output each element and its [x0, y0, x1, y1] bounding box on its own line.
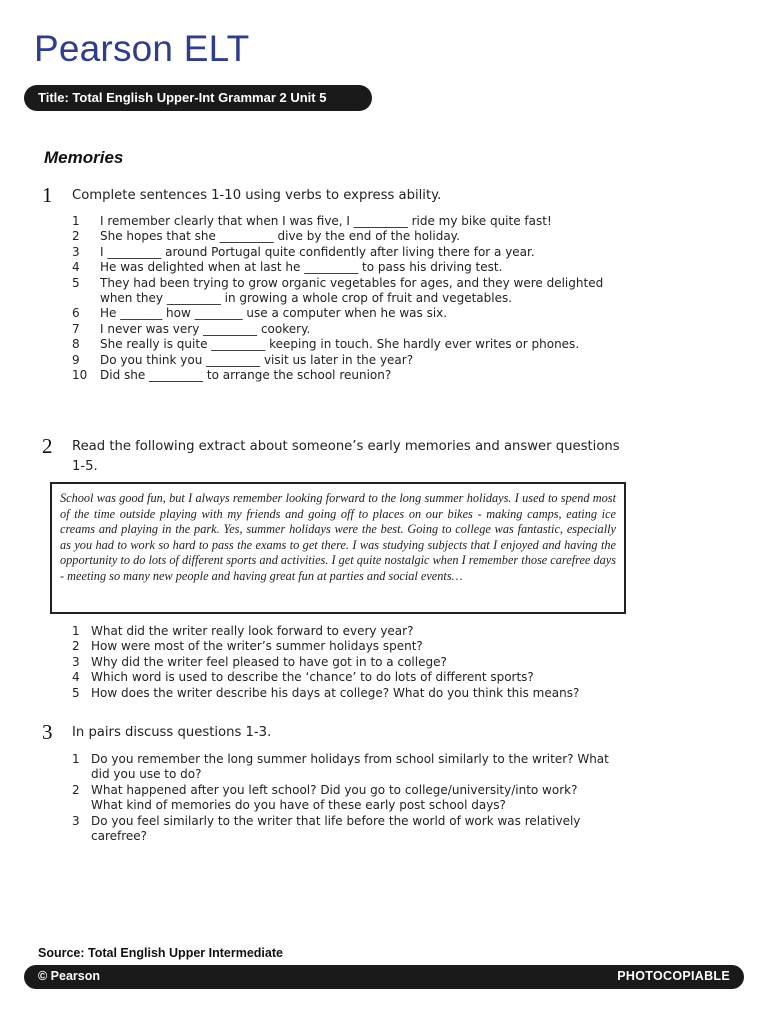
question-item — [72, 245, 612, 260]
question-item — [72, 337, 612, 352]
question-text: Why did the writer feel pleased to have got in to a college? — [91, 654, 447, 669]
question-number: 10 — [72, 368, 88, 383]
question-text: She hopes that she _________ dive by the end of the holiday. — [100, 229, 460, 244]
question-item — [72, 229, 612, 244]
exercise-3-number: 3 — [42, 720, 53, 744]
question-item — [72, 276, 612, 307]
question-item — [72, 353, 612, 368]
source-credit: Source: Total English Upper Intermediate — [38, 946, 283, 960]
question-number: 8 — [72, 337, 80, 352]
question-text: How does the writer describe his days at college? What do you think this means? — [91, 685, 580, 700]
question-item — [72, 306, 612, 321]
question-text: What happened after you left school? Did you go to college/university/into work? What kind of memories do you have of these early post school days? — [91, 782, 578, 813]
question-number: 2 — [72, 782, 80, 797]
question-item — [72, 368, 612, 383]
question-item — [72, 814, 612, 845]
question-item — [72, 686, 612, 701]
question-text: Did she _________ to arrange the school reunion? — [100, 368, 392, 383]
question-text: They had been trying to grow organic vegetables for ages, and they were delighted when they _________ in growing a whole crop of fruit and vegetables. — [100, 275, 604, 306]
question-text: Do you think you _________ visit us later in the year? — [100, 352, 414, 367]
question-text: I _________ around Portugal quite confidently after living there for a year. — [100, 244, 535, 259]
exercise-1-list — [72, 214, 612, 383]
question-item — [72, 624, 612, 639]
exercise-3-instruction: In pairs discuss questions 1-3. — [72, 725, 272, 740]
exercise-2-number: 2 — [42, 434, 53, 458]
question-number: 6 — [72, 306, 80, 321]
question-text: What did the writer really look forward to every year? — [91, 624, 414, 638]
question-item — [72, 214, 612, 229]
question-text: Do you remember the long summer holidays from school similarly to the writer? What did you use to do? — [91, 752, 609, 782]
question-item — [72, 670, 612, 685]
question-text: He _______ how ________ use a computer when he was six. — [100, 306, 448, 321]
question-text: I never was very _________ cookery. — [100, 321, 311, 336]
question-item — [72, 260, 612, 275]
question-number: 1 — [72, 752, 80, 766]
question-text: I remember clearly that when I was five, I _________ ride my bike quite fast! — [100, 214, 552, 228]
question-number: 9 — [72, 352, 80, 367]
question-text: He was delighted when at last he _________ to pass his driving test. — [100, 260, 503, 275]
question-text: Which word is used to describe the ‘chance’ to do lots of different sports? — [91, 670, 534, 685]
exercise-2-instruction: Read the following extract about someone’s early memories and answer questions 1-5. — [72, 439, 620, 474]
question-text: She really is quite _________ keeping in touch. She hardly ever writes or phones. — [100, 337, 580, 352]
question-number: 1 — [72, 214, 80, 228]
question-text: Do you feel similarly to the writer that life before the world of work was relatively carefree? — [91, 813, 581, 844]
question-number: 3 — [72, 244, 80, 259]
footer-bar — [24, 965, 744, 989]
question-number: 2 — [72, 229, 80, 244]
exercise-1-number: 1 — [42, 183, 53, 207]
question-text: How were most of the writer’s summer holidays spent? — [91, 639, 423, 654]
question-item — [72, 783, 612, 814]
question-number: 4 — [72, 260, 80, 275]
section-heading: Memories — [44, 148, 124, 167]
question-number: 5 — [72, 275, 80, 290]
exercise-2-list — [72, 624, 612, 701]
exercise-3-list — [72, 752, 612, 844]
exercise-1-instruction: Complete sentences 1-10 using verbs to express ability. — [72, 188, 442, 203]
question-item — [72, 322, 612, 337]
question-number: 3 — [72, 813, 80, 828]
question-number: 7 — [72, 321, 80, 336]
question-item — [72, 752, 612, 783]
reading-extract-box: School was good fun, but I always remember looking forward to the long summer holidays. I used to spend most of the time outside playing with my friends and going off to places on our bikes - making camps, eating ice creams and playing in the park. Yes, summer holidays were the best. Going to college was fantastic, especially as you had to work so hard to pass the exams to get there. I was studying subjects that I enjoyed and having the opportunity to do lots of different sports and activities. I get quite nostalgic when I remember those carefree days - meeting so many new people and having great fun at parties and social events… — [50, 482, 626, 614]
photocopiable-label: PHOTOCOPIABLE — [617, 969, 730, 983]
question-item — [72, 639, 612, 654]
question-number: 5 — [72, 685, 80, 700]
question-number: 2 — [72, 639, 80, 654]
question-number: 1 — [72, 624, 80, 638]
question-item — [72, 655, 612, 670]
question-number: 3 — [72, 654, 80, 669]
question-number: 4 — [72, 670, 80, 685]
copyright-text: © Pearson — [38, 969, 101, 983]
brand-logo-text: Pearson ELT — [34, 28, 250, 69]
document-title-bar: Title: Total English Upper-Int Grammar 2 Unit 5 — [24, 85, 372, 111]
